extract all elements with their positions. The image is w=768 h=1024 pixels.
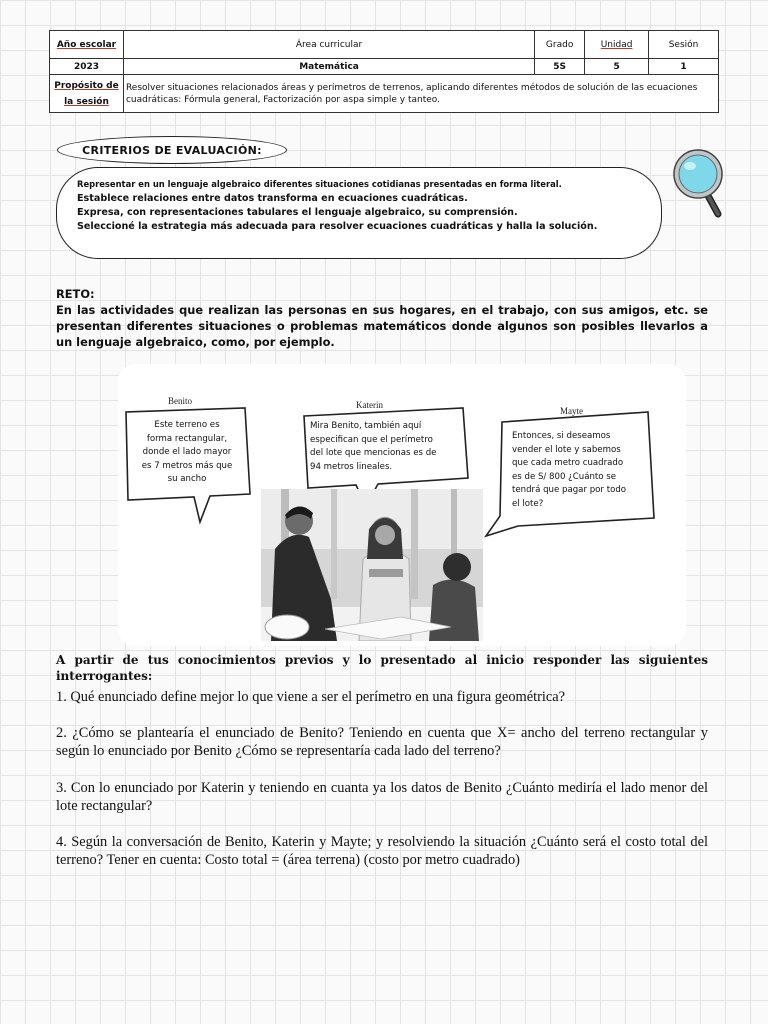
values-row	[50, 59, 719, 75]
grade-value: 5S	[535, 59, 585, 75]
challenge-section	[56, 286, 708, 350]
question-3: 3. Con lo enunciado por Katerin y teniendo en cuanta ya los datos de Benito ¿Cuánto mediría el lado menor del lote rectangular?	[56, 780, 708, 814]
purpose-label: Propósito de la sesión	[50, 75, 124, 113]
criteria-item: Establece relaciones entre datos transforma en ecuaciones cuadráticas.	[77, 193, 468, 204]
criteria-box	[56, 167, 662, 259]
header-row	[50, 31, 719, 59]
session-header: Sesión	[649, 31, 719, 59]
magnifier-icon	[670, 148, 730, 220]
year-header: Año escolar	[50, 31, 124, 59]
people-photo	[261, 489, 483, 641]
speaker-label: Mayte	[560, 406, 583, 416]
purpose-row	[50, 75, 719, 113]
area-header: Área curricular	[123, 31, 534, 59]
purpose-value: Resolver situaciones relacionados áreas y perímetros de terrenos, aplicando diferentes métodos de solución de las ecuaciones cuadráticas: Fórmula general, Factorización por aspa simple y tanteo.	[123, 75, 718, 113]
criteria-item: Seleccioné la estrategia más adecuada para resolver ecuaciones cuadráticas y halla la solución.	[77, 221, 598, 232]
area-value: Matemática	[123, 59, 534, 75]
session-value: 1	[649, 59, 719, 75]
unit-value: 5	[585, 59, 649, 75]
bubble-text-mayte: Entonces, si deseamos vender el lote y sabemos que cada metro cuadrado es de S/ 800 ¿Cuánto se tendrá que pagar por todo el lote?	[512, 431, 627, 509]
question-1: 1. Qué enunciado define mejor lo que viene a ser el perímetro en una figura geométrica?	[56, 689, 566, 705]
challenge-label: RETO:	[56, 287, 95, 301]
question-4: 4. Según la conversación de Benito, Katerin y Mayte; y resolviendo la situación ¿Cuánto será el costo total del terreno? Tener en cuenta: Costo total = (área terrena) (costo por metro cuadrado)	[56, 834, 708, 868]
questions-intro: A partir de tus conocimientos previos y lo presentado al inicio responder las siguientes interrogantes:	[56, 653, 708, 683]
question-2: 2. ¿Cómo se plantearía el enunciado de Benito? Teniendo en cuenta que X= ancho del terreno rectangular y según lo enunciado por Benito ¿Cómo se representaría cada lado del terreno?	[56, 725, 708, 759]
criteria-title: CRITERIOS DE EVALUACIÓN:	[57, 136, 287, 164]
criteria-item: Representar en un lenguaje algebraico diferentes situaciones cotidianas presentadas en forma literal.	[77, 179, 562, 189]
session-info-table	[49, 30, 719, 113]
grade-header: Grado	[535, 31, 585, 59]
bubble-text-benito: Este terreno es forma rectangular, donde el lado mayor es 7 metros más que su ancho	[141, 420, 233, 484]
comic-illustration	[118, 364, 686, 646]
challenge-text: En las actividades que realizan las personas en sus hogares, en el trabajo, con sus amigos, etc. se presentan diferentes situaciones o problemas matemáticos donde algunos son posibles llevarlos a un lenguaje algebraico, como, por ejemplo.	[56, 303, 708, 349]
unit-header: Unidad	[585, 31, 649, 59]
bubble-text-katerin: Mira Benito, también aquí especifican que el perímetro del lote que mencionas es de 94 metros lineales.	[310, 421, 437, 472]
speaker-label: Benito	[168, 396, 192, 406]
criteria-item: Expresa, con representaciones tabulares el lenguaje algebraico, su comprensión.	[77, 207, 518, 218]
year-value: 2023	[50, 59, 124, 75]
speaker-label: Katerin	[356, 400, 383, 410]
